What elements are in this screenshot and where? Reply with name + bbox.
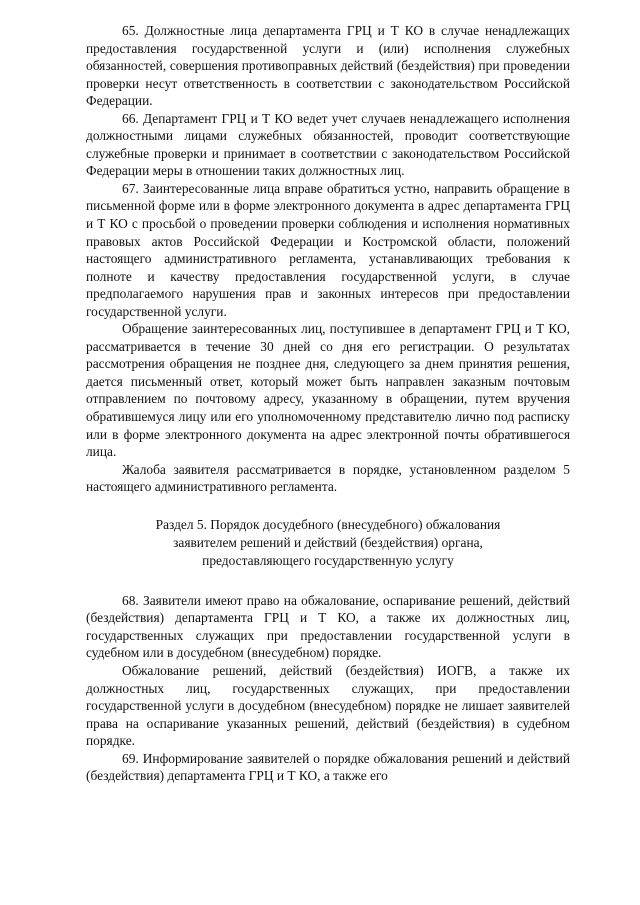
paragraph-appeal-consideration: Обращение заинтересованных лиц, поступившее в департамент ГРЦ и Т КО, рассматривается в течение 30 дней со дня его регистрации. О результатах рассмотрения обращения не позднее дня, следующего за днем принятия решения, дается письменный ответ, который может быть направлен заказным почтовым отправлением по почтовому адресу, указанному в обращении, путем вручения обратившемуся лицу или его уполномоченному представителю лично под расписку или в форме электронного документа на адрес электронной почты обратившегося лица.: [86, 321, 570, 460]
section-5-heading: [86, 516, 570, 570]
paragraph-69: 69. Информирование заявителей о порядке обжалования решений и действий (бездействия) департамента ГРЦ и Т КО, а также его: [86, 750, 570, 784]
paragraph-66: 66. Департамент ГРЦ и Т КО ведет учет случаев ненадлежащего исполнения должностными лицами служебных обязанностей, проводит соответствующие служебные проверки и принимает в соответствии с законодательством Российской Федерации меры в отношении таких должностных лиц.: [86, 110, 570, 179]
paragraph-complaint: Жалоба заявителя рассматривается в порядке, установленном разделом 5 настоящего административного регламента.: [86, 461, 570, 495]
paragraph-67: 67. Заинтересованные лица вправе обратиться устно, направить обращение в письменной форме или в форме электронного документа в адрес департамента ГРЦ и Т КО с просьбой о проведении проверки соблюдения и исполнения нормативных правовых актов Российской Федерации и Костромской области, положений настоящего административного регламента, устанавливающих требования к полноте и качеству предоставления государственной услуги, в случае предполагаемого нарушения прав и законных интересов при предоставлении государственной услуги.: [86, 180, 570, 319]
paragraph-68: 68. Заявители имеют право на обжалование, оспаривание решений, действий (бездействия) департамента ГРЦ и Т КО, а также их должностных лиц, государственных служащих при предоставлении государственной услуги в судебном или в досудебном (внесудебном) порядке.: [86, 592, 570, 661]
paragraph-appeal-iogv: Обжалование решений, действий (бездействия) ИОГВ, а также их должностных лиц, государственных служащих, при предоставлении государственной услуги в досудебном (внесудебном) порядке не лишает заявителей права на оспаривание указанных решений, действий (бездействия) в судебном порядке.: [86, 662, 570, 749]
section-heading-line-2: заявителем решений и действий (бездействия) органа,: [173, 534, 483, 550]
paragraph-65: 65. Должностные лица департамента ГРЦ и Т КО в случае ненадлежащих предоставления государственной услуги и (или) исполнения служебных обязанностей, совершения противоправных действий (бездействия) при проведении проверки несут ответственность в соответствии с законодательством Российской Федерации.: [86, 23, 570, 109]
document-page: [86, 22, 570, 785]
section-heading-line-1: Раздел 5. Порядок досудебного (внесудебного) обжалования: [155, 516, 501, 532]
section-heading-line-3: предоставляющего государственную услугу: [202, 552, 454, 568]
